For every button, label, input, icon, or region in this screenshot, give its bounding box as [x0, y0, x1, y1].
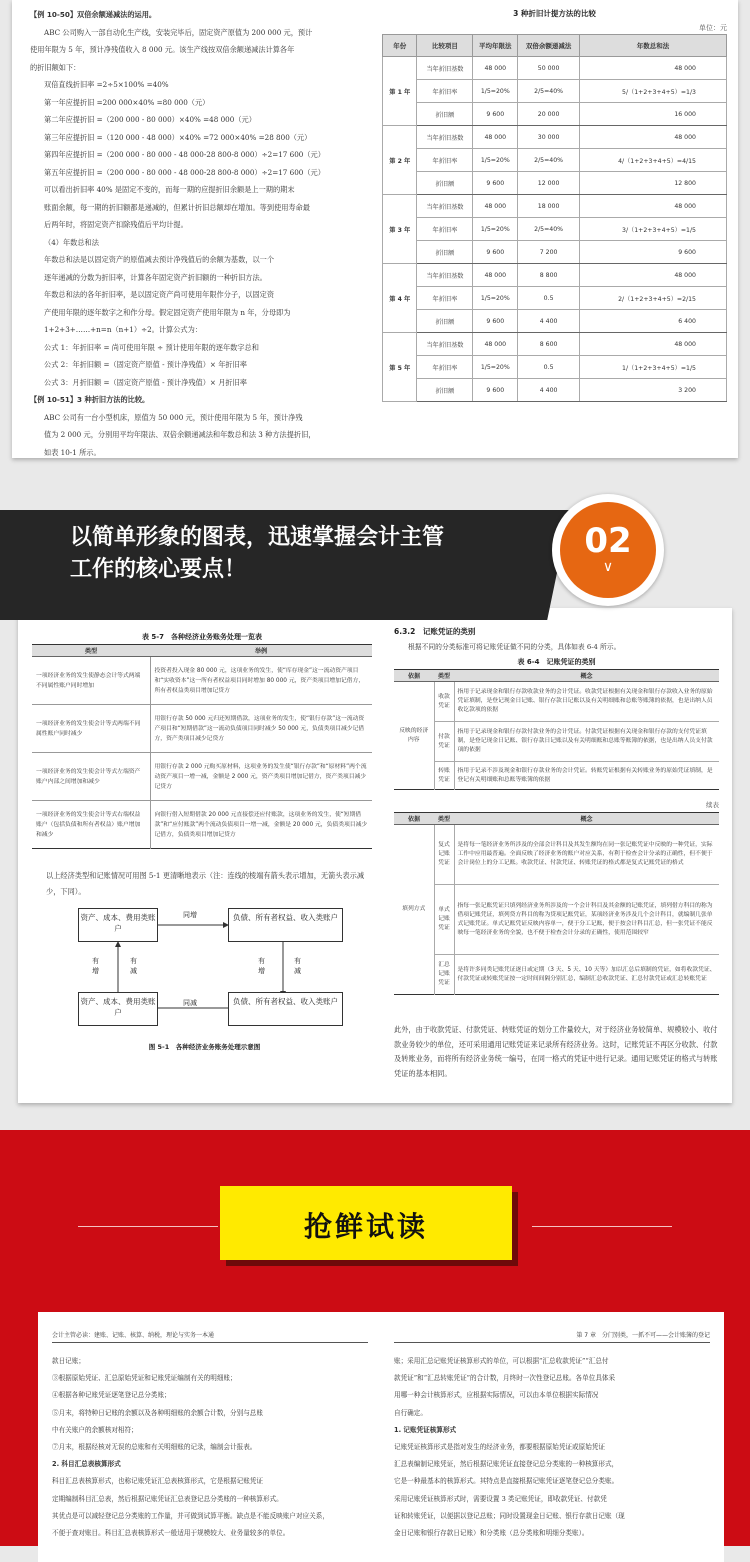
- table-row: [394, 682, 719, 722]
- table-cell: 8 800: [518, 264, 580, 287]
- table-cell: 折旧额: [417, 241, 473, 264]
- label-right-increase: 有增: [258, 957, 265, 975]
- table-cell-type: 付款凭证: [434, 722, 454, 762]
- text-line: 用哪一种会计核算形式，应根据实际情况，可以由本单位根据实际情况: [394, 1391, 599, 1400]
- diagram-note: 以上经济类型和记账情况可用图 5-1 更清晰地表示（注：连线的棱端有箭头表示增加，无箭头表示减少，下同）。: [46, 871, 365, 896]
- table-cell: 9 600: [473, 310, 518, 333]
- continued-label: 续表: [706, 801, 719, 809]
- table64b-header-basis: 依据: [394, 813, 434, 825]
- table-row: [383, 310, 727, 333]
- table-cell: 折旧额: [417, 172, 473, 195]
- table-cell-concept: 指用于记录不涉及现金和银行存款业务的会计凭证。转账凭证根据有关转账业务的原始凭证填制，是登记有关明细账和总账等账簿的依据: [454, 762, 719, 790]
- text-line: 第二年应提折旧 =（200 000 - 80 000）×40% =48 000（元）: [44, 115, 256, 124]
- table-cell-example: 向银行借入短期借款 20 000 元直接偿还应付账款，这项业务的发生，使“短期借款”和“应付账款”两个流动负债项目一增一减，金额是 20 000 元，负债类项目减少记借方，负债类项目增加记贷方: [150, 801, 372, 849]
- table64-header-basis: 依据: [394, 670, 434, 682]
- table-cell-type: 转账凭证: [434, 762, 454, 790]
- diagram-box-liabilities-bottom: 负债、所有者权益、收入类账户: [228, 992, 343, 1026]
- table-row: [383, 264, 727, 287]
- banner-line-1: 以简单形象的图表，迅速掌握会计主管: [70, 525, 445, 550]
- table-cell: 48 000: [579, 126, 726, 149]
- text-line: ABC 公司有一台小型机床，原值为 50 000 元，预计使用年限为 5 年，预计净残: [44, 412, 303, 422]
- text-line: ⑦月末，根据经核对无误的总账和有关明细账的记录，编制会计报表。: [52, 1443, 257, 1452]
- table-header-cell: 年份: [383, 35, 417, 57]
- depreciation-text-lines: [30, 24, 375, 462]
- text-line: 中有关账户的余额核对相符；: [52, 1425, 138, 1434]
- table-cell-concept: 指用于记录现金和银行存款付款业务的会计凭证。付款凭证根据有关现金和银行存款的支付凭证填制，是登记现金日记账、银行存款日记账以及有关明细账和总账等账簿的依据，也是出纳人员支付款项的依据: [454, 722, 719, 762]
- table-cell: 2/（1+2+3+4+5）=2/15: [579, 287, 726, 310]
- table-cell: 1/（1+2+3+4+5）=1/5: [579, 356, 726, 379]
- table-cell: 3 200: [579, 379, 726, 402]
- text-line: 金日记账和银行存款日记账）和分类账（总分类账和明细分类账）。: [394, 1529, 589, 1538]
- table-row: [32, 657, 372, 705]
- table-cell: 当年折旧基数: [417, 195, 473, 218]
- business-processing-table: [32, 644, 372, 849]
- table-cell: 48 000: [579, 333, 726, 356]
- diagram-box-assets-top: 资产、成本、费用类账户: [78, 908, 158, 942]
- label-same-increase: 同增: [183, 911, 197, 919]
- left-page-lines: [52, 1353, 368, 1542]
- table-row: [394, 955, 719, 995]
- table-cell: 当年折旧基数: [417, 333, 473, 356]
- right-page-lines: [394, 1353, 710, 1542]
- table-row: [32, 801, 372, 849]
- table-row: [383, 149, 727, 172]
- table-cell: 48 000: [579, 264, 726, 287]
- depreciation-text-column: [30, 6, 375, 461]
- table64b-header-type: 类型: [434, 813, 454, 825]
- table-cell: 48 000: [473, 57, 518, 80]
- table-cell: 8 600: [518, 333, 580, 356]
- table-cell-type: 收款凭证: [434, 682, 454, 722]
- table-cell: 48 000: [579, 195, 726, 218]
- preview-page-left: [38, 1312, 382, 1562]
- table-cell: 9 600: [473, 172, 518, 195]
- table-cell: 50 000: [518, 57, 580, 80]
- table-cell: 1/5=20%: [473, 80, 518, 103]
- text-line: 【例 10-51】3 种折旧方法的比较。: [30, 395, 150, 404]
- table-cell-basis: 反映的经济内容: [394, 682, 434, 790]
- table-cell: 折旧额: [417, 379, 473, 402]
- text-line: （4）年数总和法: [44, 237, 99, 247]
- table-cell: 48 000: [473, 195, 518, 218]
- text-line: 第四年应提折旧 =（200 000 - 80 000 - 48 000-28 800-8 000）÷2=17 600（元）: [44, 150, 325, 159]
- table-cell: 1/5=20%: [473, 149, 518, 172]
- table-row: [383, 57, 727, 80]
- text-line: 不便于查对账目。科目汇总表核算形式一般适用于规模较大、业务量较多的单位。: [52, 1529, 290, 1538]
- text-line: 1. 记账凭证核算形式: [394, 1425, 457, 1434]
- depreciation-table-unit: 单位：元: [699, 24, 727, 32]
- diagram-box-assets-bottom: 资产、成本、费用类账户: [78, 992, 158, 1026]
- table-cell-concept: 是将每一笔经济业务所涉及的全部会计科目及其发生额均在同一张记账凭证中反映的一种凭证，实际工作中应用最普遍。全面反映了经济业务的账户对应关系，有利于检查会计分录的正确性，但不便于会计岗位上的分工记账。收款凭证、付款凭证、转账凭证的格式都是复式记账凭证的格式: [454, 825, 719, 885]
- text-line: 逐年递减的分数为折旧率，计算各年固定资产折旧额的一种折旧方法。: [44, 272, 267, 282]
- right-page-header: 第 7 章 分门别类，一抓不可——会计账簿的登记: [394, 1330, 710, 1343]
- label-left-decrease: 有减: [130, 957, 137, 975]
- table-cell: 0.5: [518, 356, 580, 379]
- table-cell: 年折旧率: [417, 80, 473, 103]
- text-line: 可以看出折旧率 40% 是固定不变的，而每一期的应提折旧余额是上一期的期末: [44, 185, 295, 194]
- text-line: ③根据原始凭证、汇总原始凭证和记账凭证编制有关的明细账；: [52, 1374, 237, 1383]
- text-line: 汇总表编制记账凭证，然后根据记账凭证直接登记总分类账的一种核算形式，: [394, 1460, 619, 1469]
- depreciation-page-section: [0, 0, 750, 470]
- preview-title-box: [220, 1186, 512, 1260]
- text-line: 自行确定。: [394, 1408, 427, 1417]
- table-cell-type: 复式记账凭证: [434, 825, 454, 885]
- table-header-cell: 年数总和法: [579, 35, 726, 57]
- table-cell: 年折旧率: [417, 149, 473, 172]
- depreciation-table-title: 3 种折旧计提方法的比较: [513, 9, 596, 18]
- text-line: 值为 2 000 元，分别用平均年限法、双倍余额递减法和年数总和法 3 种方法提折旧，: [44, 430, 316, 439]
- table-cell-type: 一项经济业务的发生使会计等式左端资产账户内部之间增加和减少: [32, 753, 150, 801]
- table-cell: 年折旧率: [417, 218, 473, 241]
- table-cell-concept: 指每一张记账凭证只填列经济业务所涉及的一个会计科目及其金额的记账凭证，填列借方科目的称为借项记账凭证，填列贷方科目的称为贷项记账凭证，某项经济业务涉及几个会计科目，就编制几张单式记账凭证。单式记账凭证反映内容单一，便于分工记账，便于按会计科目汇总，但一张凭证不能反映每一笔经济业务的全貌，也不便于检查会计分录的正确性，使用范围较窄: [454, 885, 719, 955]
- text-line: 款日记账；: [52, 1357, 85, 1365]
- table-cell: 30 000: [518, 126, 580, 149]
- text-line: 公式 1：年折旧率 = 尚可使用年限 ÷ 预计使用年限的逐年数字总和: [44, 342, 259, 352]
- text-line: 定期编制科目汇总表，然后根据记账凭证汇总表登记总分类账的一种核算形式。: [52, 1494, 283, 1503]
- table57-header-example: 举例: [150, 645, 372, 657]
- diagram-caption: 图 5-1 各种经济业务账务处理示意图: [148, 1043, 261, 1051]
- table-cell-example: 用银行存款 2 000 元购买原材料，这项业务的发生使“银行存款”和“原材料”两个流动资产项目一增一减，金额是 2 000 元，资产类项目增加记借方，资产类项目减少记贷方: [150, 753, 372, 801]
- table-row: [383, 287, 727, 310]
- table-cell: 48 000: [473, 264, 518, 287]
- text-line: 采用记账凭证核算形式时，需要设置 3 类记账凭证，即收款凭证、付款凭: [394, 1494, 607, 1503]
- table-cell: 当年折旧基数: [417, 57, 473, 80]
- table-cell: 48 000: [473, 126, 518, 149]
- number-badge: [560, 502, 656, 598]
- table-cell: 4/（1+2+3+4+5）=4/15: [579, 149, 726, 172]
- table-cell: 折旧额: [417, 310, 473, 333]
- table-cell: 9 600: [473, 241, 518, 264]
- table-row: [383, 126, 727, 149]
- table-cell: 5/（1+2+3+4+5）=1/3: [579, 80, 726, 103]
- table-cell-concept: 是将许多同类记账凭证逐日或定期（3 天、5 天、10 天等）加以汇总后填制的凭证，如将收款凭证、付款凭证或转账凭证按一定时间间隔分别汇总，编制汇总收款凭证、汇总付款凭证或汇总转账凭证: [454, 955, 719, 995]
- table-cell: 年折旧率: [417, 356, 473, 379]
- table-cell: 当年折旧基数: [417, 126, 473, 149]
- table64b-body: [394, 825, 719, 995]
- banner-line-2: 工作的核心要点！: [70, 557, 247, 582]
- table64-body: [394, 682, 719, 790]
- table-cell-example: 投资者投入现金 80 000 元，这项业务的发生，使“库存现金”这一流动资产项目和“实收资本”这一所有者权益项目同时增加 80 000 元，资产类项目增加记借方，所有者权益类项目增加记贷方: [150, 657, 372, 705]
- table-cell: 48 000: [473, 333, 518, 356]
- accounting-flow-diagram: [78, 908, 348, 1028]
- year-cell: 第 1 年: [383, 57, 417, 126]
- table64-title: 表 6-4 记账凭证的类别: [517, 658, 596, 666]
- table-cell: 20 000: [518, 103, 580, 126]
- table-cell: 折旧额: [417, 103, 473, 126]
- table-cell: 2/5=40%: [518, 80, 580, 103]
- table-cell: 7 200: [518, 241, 580, 264]
- table57-body: [32, 657, 372, 849]
- text-line: 第一年应提折旧 =200 000×40% =80 000（元）: [44, 97, 210, 107]
- text-line: 后两年时，将固定资产扣除残值后平均计提。: [44, 220, 188, 229]
- table-body: [383, 57, 727, 402]
- table-cell: 3/（1+2+3+4+5）=1/5: [579, 218, 726, 241]
- table-cell: 9 600: [473, 379, 518, 402]
- text-line: 账面余额，每一期的折旧额都是递减的，但累计折旧总额却在增加。等到使用寿命最: [44, 202, 310, 212]
- table-row: [383, 333, 727, 356]
- text-line: 年数总和法是以固定资产的原值减去预计净残值后的余额为基数，以一个: [44, 255, 275, 264]
- table-row: [32, 753, 372, 801]
- table57-title: 表 5-7 各种经济业务账务处理一览表: [141, 633, 263, 641]
- preview-title: 抢鲜试读: [303, 1210, 428, 1243]
- preview-page-right: [380, 1312, 724, 1562]
- table-row: [383, 195, 727, 218]
- text-line: 证和转账凭证，以便据以登记总账；同时设置现金日记账、银行存款日记账（现: [394, 1511, 625, 1520]
- table-cell: 0.5: [518, 287, 580, 310]
- table-cell-example: 用银行存款 50 000 元归还短期借款，这项业务的发生，使“银行存款”这一流动资产项目和“短期借款”这一流动负债项目同时减少 50 000 元，负债类项目减少记借方，资产类项目减少记贷方: [150, 705, 372, 753]
- text-line: 科目汇总表核算形式，也称记账凭证汇总表核算形式，它是根据记账凭证: [52, 1477, 263, 1486]
- text-line: 产使用年限的逐年数字之和作分母。假定固定资产使用年限为 n 年，分母即为: [44, 307, 291, 317]
- year-cell: 第 3 年: [383, 195, 417, 264]
- table-row: [383, 103, 727, 126]
- left-page-header: 会计主管必读：建账、记账、核算、纳税，理论与实务一本通: [52, 1330, 368, 1343]
- voucher-type-table-continued: [394, 812, 719, 995]
- text-line: 的折旧额如下：: [30, 62, 81, 72]
- table64-header-type: 类型: [434, 670, 454, 682]
- table-cell: 12 800: [579, 172, 726, 195]
- table-row: [383, 218, 727, 241]
- table-cell: 16 000: [579, 103, 726, 126]
- voucher-type-table: [394, 669, 719, 790]
- table-row: [383, 172, 727, 195]
- voucher-section: [394, 624, 719, 995]
- text-line: 它是一种最基本的核算形式。其特点是直接根据记账凭证逐笔登记总分类账。: [394, 1477, 619, 1486]
- table-cell: 1/5=20%: [473, 287, 518, 310]
- table-row: [383, 379, 727, 402]
- table-row: [394, 885, 719, 955]
- year-cell: 第 5 年: [383, 333, 417, 402]
- table-cell: 当年折旧基数: [417, 264, 473, 287]
- table-header-cell: 比较项目: [417, 35, 473, 57]
- book-page-depreciation: [12, 0, 738, 458]
- table-cell: 9 600: [473, 103, 518, 126]
- text-line: 公式 3：月折旧额 =（固定资产原值 - 预计净残值）× 月折旧率: [44, 377, 247, 387]
- table-cell-type: 一项经济业务的发生使会计等式两端不同属性账户同时减少: [32, 705, 150, 753]
- example-title: 【例 10-50】双倍余额递减法的运用。: [30, 10, 157, 19]
- text-line: ④根据各种记账凭证逐笔登记总分类账；: [52, 1391, 171, 1400]
- depreciation-table-block: [382, 6, 727, 402]
- voucher-paragraph: 此外，由于收款凭证、付款凭证、转账凭证的划分工作量较大，对于经济业务较简单、规模较小、收付款业务较少的单位，还可采用通用记账凭证来记录所有经济业务。这时，记账凭证不再区分收款、付款及转账业务，而将所有经济业务统一编号，在同一格式的凭证中进行记录。通用记账凭证的格式与转账凭证的基本相同。: [394, 1025, 718, 1078]
- table-cell: 12 000: [518, 172, 580, 195]
- business-table-block: [32, 630, 372, 849]
- table-row: [394, 762, 719, 790]
- table-cell: 1/5=20%: [473, 218, 518, 241]
- section-intro: 根据不同的分类标准可将记账凭证做不同的分类，具体如表 6-4 所示。: [408, 643, 621, 651]
- promo-banner-text: [70, 522, 540, 586]
- table-cell-type: 一项经济业务的发生使会计等式右端权益账户（包括负债和所有者权益）账户增加和减少: [32, 801, 150, 849]
- table-cell: 18 000: [518, 195, 580, 218]
- table-cell: 6 400: [579, 310, 726, 333]
- preview-section: [0, 1130, 750, 1546]
- section-heading: 6.3.2 记账凭证的类别: [394, 627, 476, 636]
- table-cell: 年折旧率: [417, 287, 473, 310]
- table-row: [383, 356, 727, 379]
- table-cell-concept: 指用于记录现金和银行存款收款业务的会计凭证。收款凭证根据有关现金和银行存款收入业务的原始凭证填制，是登记现金日记账、银行存款日记账以及有关明细账和总账等账簿的依据，也是出纳人员收讫款项的依据: [454, 682, 719, 722]
- table-cell: 48 000: [579, 57, 726, 80]
- table-cell-basis: 填列方式: [394, 825, 434, 995]
- table-cell: 1/5=20%: [473, 356, 518, 379]
- text-line: 第五年应提折旧 =（200 000 - 80 000 - 48 000-28 800-8 000）÷2=17 600（元）: [44, 167, 325, 177]
- table-cell-type: 单式记账凭证: [434, 885, 454, 955]
- decor-line-left: [78, 1226, 218, 1227]
- label-same-decrease: 同减: [183, 999, 197, 1007]
- table-row: [383, 80, 727, 103]
- diagram-box-liabilities-top: 负债、所有者权益、收入类账户: [228, 908, 343, 942]
- table-row: [394, 825, 719, 885]
- table-cell-type: 汇总记账凭证: [434, 955, 454, 995]
- text-line: 双倍直线折旧率 =2÷5×100% =40%: [44, 80, 169, 89]
- text-line: 账；采用汇总记账凭证核算形式的单位，可以根据“汇总收款凭证”“汇总付: [394, 1357, 609, 1365]
- table-cell: 9 600: [579, 241, 726, 264]
- table-cell: 4 400: [518, 310, 580, 333]
- text-line: 公式 2：年折旧额 =（固定资产原值 - 预计净残值）× 年折旧率: [44, 360, 247, 369]
- table-header-row: [383, 35, 727, 57]
- decor-line-right: [532, 1226, 672, 1227]
- text-line: 款凭证”和“汇总转账凭证”的合计数，月终时一次性登记总账。各单位具体采: [394, 1374, 616, 1383]
- table-row: [383, 241, 727, 264]
- chart-feature-section: [0, 470, 750, 1130]
- year-cell: 第 4 年: [383, 264, 417, 333]
- badge-number: 02: [584, 521, 632, 561]
- table64-header-concept: 概念: [454, 670, 719, 682]
- label-right-decrease: 有减: [294, 957, 301, 975]
- table64b-header-concept: 概念: [454, 813, 719, 825]
- label-left-increase: 有增: [92, 957, 99, 975]
- text-line: ⑤月末，将特种日记账的余额以及各种明细账的余额合计数，分别与总账: [52, 1408, 263, 1417]
- book-page-vouchers: [18, 608, 732, 1103]
- table-cell-type: 一项经济业务的发生使静态会计等式两端不同属性账户同时增加: [32, 657, 150, 705]
- text-line: ABC 公司购入一部自动化生产线，安装完毕后，固定资产原值为 200 000 元，预计: [44, 27, 313, 37]
- text-line: 1+2+3+……+n=n（n+1）÷2。计算公式为：: [44, 325, 202, 334]
- year-cell: 第 2 年: [383, 126, 417, 195]
- table-cell: 2/5=40%: [518, 218, 580, 241]
- depreciation-comparison-table: [382, 34, 727, 402]
- chevron-down-icon: ∨: [602, 559, 614, 575]
- table-cell: 2/5=40%: [518, 149, 580, 172]
- text-line: 其优点是可以减轻登记总分类账的工作量，并可做到试算平衡。缺点是不能反映账户对应关系，: [52, 1511, 329, 1520]
- text-line: 年数总和法的各年折旧率，是以固定资产尚可使用年限作分子，以固定资: [44, 290, 275, 299]
- text-line: 第三年应提折旧 =（120 000 - 48 000）×40% =72 000×40% =28 800（元）: [44, 132, 312, 142]
- table-row: [394, 722, 719, 762]
- text-line: 2. 科目汇总表核算形式: [52, 1460, 121, 1469]
- table-header-cell: 双倍余额递减法: [518, 35, 580, 57]
- table57-header-type: 类型: [32, 645, 150, 657]
- table-cell: 4 400: [518, 379, 580, 402]
- text-line: 记账凭证核算形式是指对发生的经济业务，都要根据原始凭证或原始凭证: [394, 1443, 605, 1452]
- text-line: 如表 10-1 所示。: [44, 447, 101, 457]
- table-header-cell: 平均年限法: [473, 35, 518, 57]
- table-row: [32, 705, 372, 753]
- text-line: 使用年限为 5 年，预计净残值收入 8 000 元。该生产线按双倍余额递减法计算各年: [30, 45, 295, 54]
